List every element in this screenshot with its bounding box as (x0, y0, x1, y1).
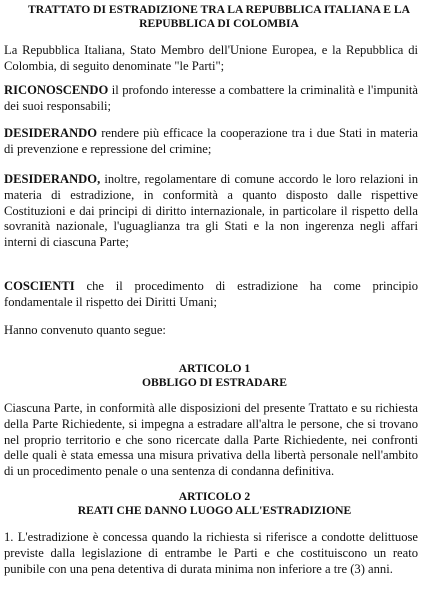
document-title: TRATTATO DI ESTRADIZIONE TRA LA REPUBBLICA ITALIANA E LA REPUBBLICA DI COLOMBIA (27, 3, 411, 30)
recital-coscienti (4, 279, 418, 311)
article-number: ARTICOLO 2 (178, 490, 251, 503)
recital-desiderando-2 (4, 172, 418, 251)
agreed-clause: Hanno convenuto quanto segue: (4, 323, 166, 337)
article-title: OBBLIGO DI ESTRADARE (142, 375, 287, 389)
recital-text: rendere più efficace la cooperazione tra i due Stati in materia di prevenzione e repressione del crimine; (4, 126, 418, 156)
recital-keyword: COSCIENTI (4, 279, 75, 293)
article-2-text: 1. L'estradizione è concessa quando la richiesta si riferisce a condotte delittuose previste dalla legislazione di entrambe le Parti e che costituiscono un reato punibile con una pena detentiva di durata minima non inferiore a tre (3) anni. (4, 530, 418, 576)
recital-keyword: DESIDERANDO (4, 126, 98, 140)
recital-text: che il procedimento di estradizione ha come principio fondamentale il rispetto dei Diritti Umani; (4, 279, 418, 309)
recital-riconoscendo (4, 83, 418, 115)
recital-text: inoltre, regolamentare di comune accordo le loro relazioni in materia di estradizione, in conformità a quanto disposto dalle rispettive Costituzioni e dai principi di diritto internazionale, in particolare il rispetto della sovranità nazionale, l'uguaglianza tra gli Stati e la non ingerenza negli affari interni di ciascuna Parte; (4, 172, 418, 250)
recital-text: il profondo interesse a combattere la criminalità e l'impunità dei suoi responsabili; (4, 83, 418, 113)
recital-keyword: DESIDERANDO, (4, 172, 101, 186)
article-1-text: Ciascuna Parte, in conformità alle disposizioni del presente Trattato e su richiesta della Parte Richiedente, si impegna a estradare all'altra le persone, che si trovano nel proprio territorio e che sono ricercate dalla Parte Richiedente, nei confronti delle quali è stata emessa una misura privativa della libertà personale nell'ambito di un procedimento penale o una sentenza di condanna definitiva. (4, 401, 418, 479)
article-1-heading (0, 362, 429, 389)
article-title: REATI CHE DANNO LUOGO ALL'ESTRADIZIONE (77, 503, 352, 517)
article-2-heading (0, 490, 429, 517)
intro-paragraph: La Repubblica Italiana, Stato Membro dell'Unione Europea, e la Repubblica di Colombia, di seguito denominate "le Parti"; (4, 43, 418, 73)
recital-desiderando-1 (4, 126, 418, 158)
article-number: ARTICOLO 1 (178, 362, 251, 375)
recital-keyword: RICONOSCENDO (4, 83, 109, 97)
